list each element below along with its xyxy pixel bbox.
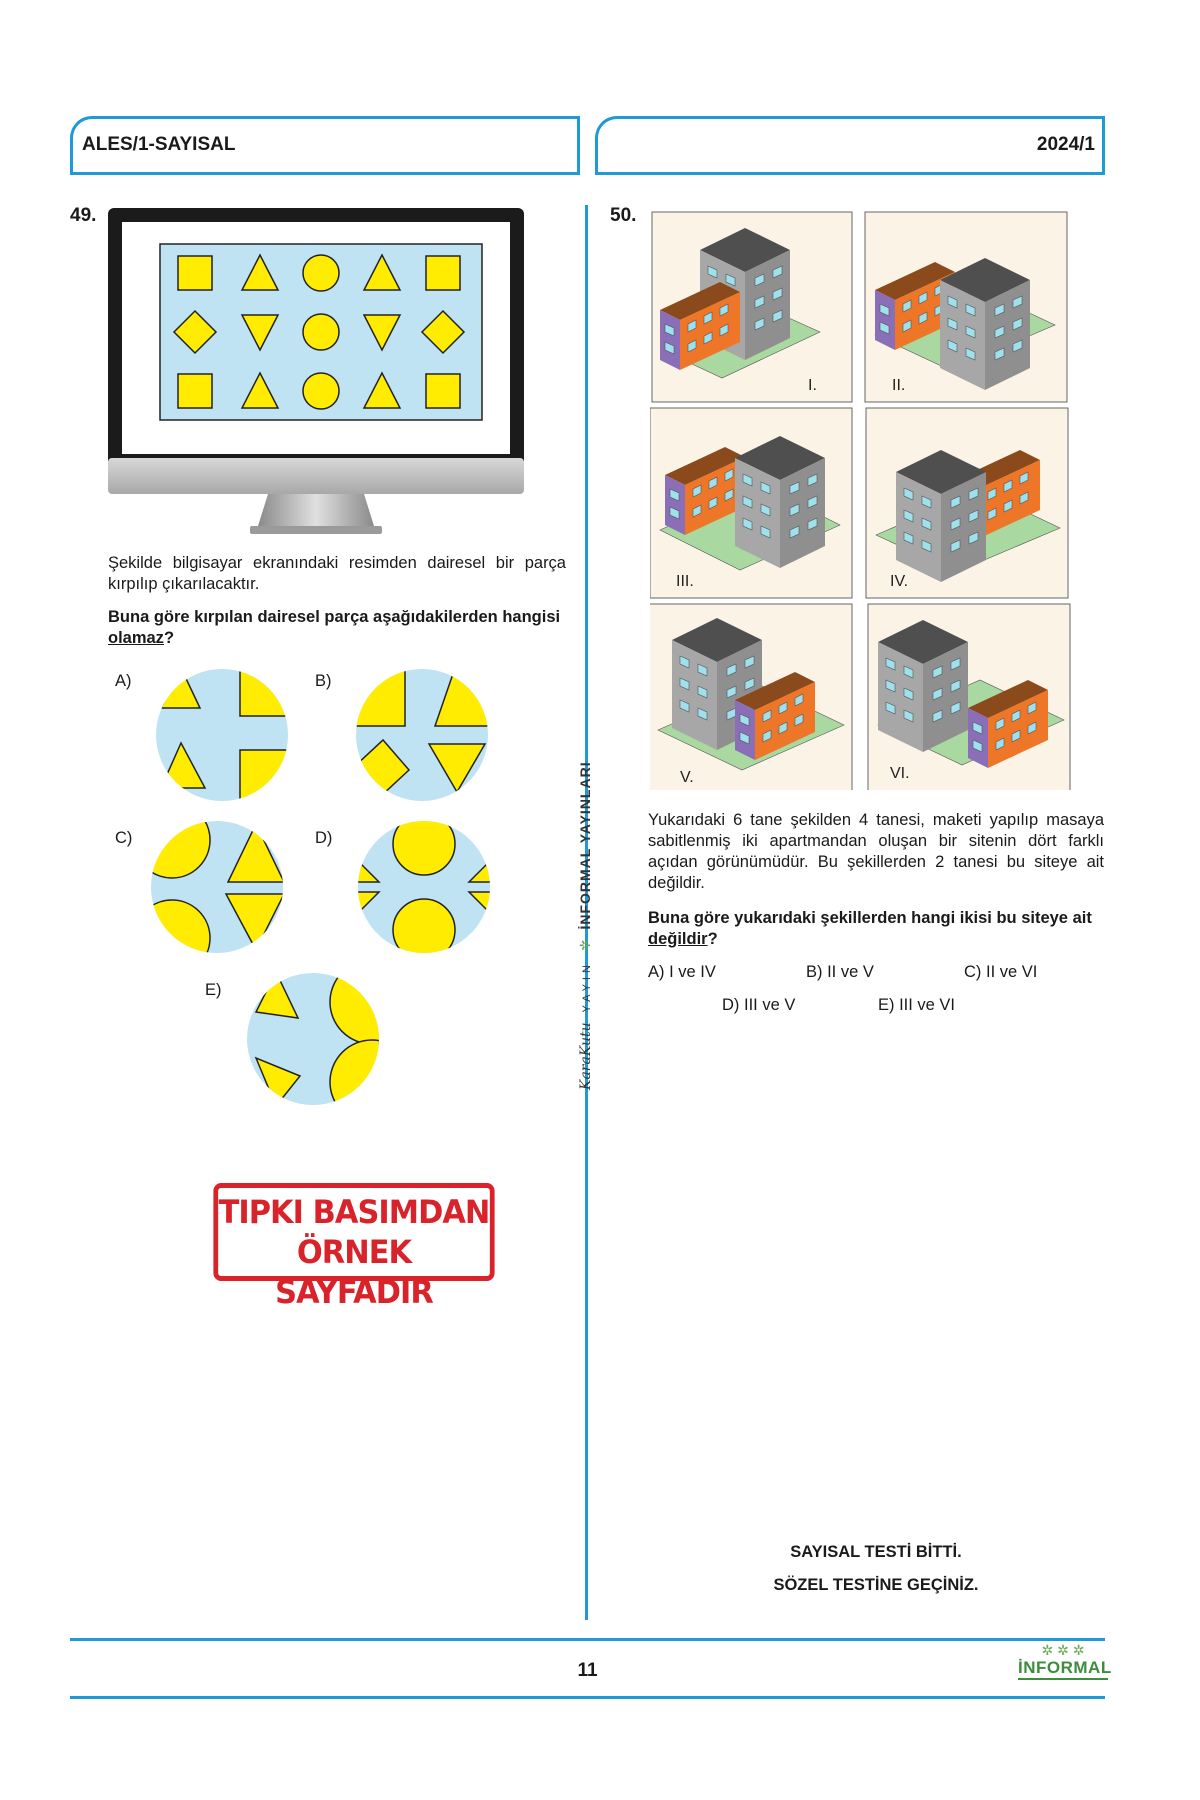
square-shape — [178, 374, 212, 408]
q50-question-start: Buna göre yukarıdaki şekillerden hangi ikisi bu siteye ait — [648, 909, 1092, 927]
side-publisher-text — [577, 670, 597, 1090]
figure-label-iv: IV. — [890, 573, 909, 590]
side-karakutu: KaraKutu — [578, 1022, 594, 1090]
sample-page-stamp — [213, 1183, 494, 1311]
figure-label-v: V. — [680, 769, 694, 786]
q50-question-end: ? — [707, 930, 718, 948]
q49-question-underlined: olamaz — [108, 629, 164, 647]
monitor-stand — [258, 494, 374, 526]
q49-text: Şekilde bilgisayar ekranındaki resimden dairesel bir parça kırpılıp çıkarılacaktır. — [108, 554, 566, 593]
q50-option-e[interactable]: E) III ve VI — [878, 996, 956, 1014]
square-shape — [178, 256, 212, 290]
header-right-box — [595, 116, 1105, 172]
header-left-title: ALES/1-SAYISAL — [82, 134, 236, 155]
q49-question-end: ? — [163, 629, 175, 647]
q49-option-c-label[interactable]: C) — [115, 829, 133, 847]
page-number: 11 — [577, 1660, 598, 1681]
q49-option-a-circle[interactable] — [155, 668, 289, 802]
figure-vi — [868, 604, 1070, 790]
footer-top-rule — [70, 1638, 1105, 1641]
square-shape — [426, 256, 460, 290]
q49-number: 49. — [70, 205, 97, 226]
circle-shape — [303, 314, 339, 350]
q49-option-d-circle[interactable] — [357, 820, 491, 954]
end-note-line-2: SÖZEL TESTİNE GEÇİNİZ. — [773, 1576, 979, 1594]
q49-option-e-circle[interactable] — [246, 972, 380, 1106]
q49-option-a-label[interactable]: A) — [115, 672, 132, 690]
figure-iii — [650, 408, 852, 598]
stamp-line-2: ÖRNEK SAYFADIR — [275, 1233, 433, 1311]
q50-question-underlined: değildir — [648, 930, 708, 948]
figure-label-iii: III. — [676, 573, 694, 590]
figure-label-ii: II. — [892, 377, 906, 394]
header-right-title: 2024/1 — [1036, 134, 1095, 155]
q49-question — [108, 607, 566, 649]
figure-label-vi: VI. — [890, 765, 910, 782]
monitor-base — [250, 526, 382, 534]
figure-iv — [866, 408, 1068, 598]
q49-option-e-label[interactable]: E) — [205, 981, 222, 999]
figure-label-i: I. — [808, 377, 817, 394]
q49-option-c-circle[interactable] — [150, 820, 284, 954]
q50-text: Yukarıdaki 6 tane şekilden 4 tanesi, maketi yapılıp masaya sabitlenmiş iki apartmandan oluşan bir sitenin dört farklı açıdan görünümüdür. Bu şekillerden 2 tanesi bu siteye ait değildir. — [648, 811, 1104, 892]
monitor-figure — [108, 208, 524, 538]
q49-option-b-circle[interactable] — [355, 668, 489, 802]
q50-option-a[interactable]: A) I ve IV — [648, 963, 716, 981]
side-logo-icon: ✲ — [577, 939, 593, 952]
footer-logo-text: İNFORMAL — [1018, 1658, 1108, 1680]
q50-option-d[interactable]: D) III ve V — [722, 996, 796, 1014]
q49-option-d-label[interactable]: D) — [315, 829, 333, 847]
q50-figure-grid — [650, 210, 1076, 790]
circle-shape — [303, 255, 339, 291]
q50-question — [648, 908, 1104, 950]
footer-logo-icon: ✲ ✲ ✲ — [1041, 1642, 1085, 1658]
q50-number: 50. — [610, 205, 637, 226]
figure-i — [652, 212, 852, 402]
footer-bottom-rule — [70, 1696, 1105, 1699]
side-yayin: YAYIN — [581, 961, 593, 1013]
q49-question-start: Buna göre kırpılan dairesel parça aşağıdakilerden hangisi — [108, 608, 561, 626]
q50-option-b[interactable]: B) II ve V — [806, 963, 874, 981]
monitor-chin — [108, 458, 524, 494]
q50-option-c[interactable]: C) II ve VI — [964, 963, 1038, 981]
figure-v — [650, 604, 852, 790]
end-note-line-1: SAYISAL TESTİ BİTTİ. — [790, 1543, 962, 1561]
footer-logo — [1018, 1642, 1112, 1680]
square-shape — [426, 374, 460, 408]
q49-option-b-label[interactable]: B) — [315, 672, 332, 690]
circle-shape — [303, 373, 339, 409]
figure-ii — [865, 212, 1067, 402]
stamp-line-1: TIPKI BASIMDAN — [218, 1193, 490, 1231]
side-informal: İNFORMAL YAYINLARI — [577, 761, 593, 930]
